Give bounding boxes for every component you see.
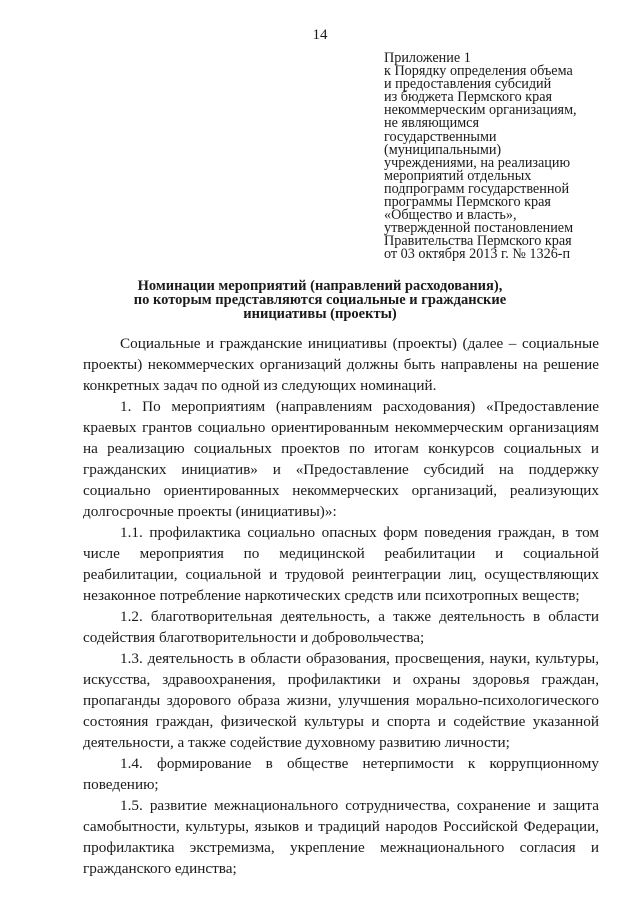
item-1-2-paragraph: 1.2. благотворительная деятельность, а также деятельность в области содействия благотворительности и добровольчества; [83, 608, 599, 646]
appendix-header [384, 52, 614, 262]
appendix-line: государственными [384, 128, 497, 145]
appendix-line: учреждениями, на реализацию [384, 154, 571, 171]
item-1-1-paragraph: 1.1. профилактика социально опасных форм поведения граждан, в том числе мероприятия по медицинской реабилитации и социальной реабилитации, социальной и трудовой реинтеграции лиц, осуществляющих незаконное потребление наркотических средств или психотропных веществ; [83, 524, 599, 604]
appendix-line: (муниципальными) [384, 141, 502, 158]
appendix-line: подпрограмм государственной [384, 180, 570, 197]
document-title [0, 279, 640, 321]
title-line: инициативы (проекты) [243, 306, 397, 322]
appendix-line: к Порядку определения объема [384, 63, 573, 80]
title-line: Номинации мероприятий (направлений расходования), [137, 278, 503, 294]
item-1-3-paragraph: 1.3. деятельность в области образования, просвещения, науки, культуры, искусства, здравоохранения, профилактики и охраны здоровья граждан, пропаганды здорового образа жизни, улучшения морально-психологического состояния граждан, физической культуры и спорта и содействие указанной деятельности, а также содействие духовному развитию личности; [83, 650, 599, 751]
appendix-line: мероприятий отдельных [384, 167, 532, 184]
item-1-4-paragraph: 1.4. формирование в обществе нетерпимости к коррупционному поведению; [83, 755, 599, 793]
section-1-paragraph: 1. По мероприятиям (направлениям расходования) «Предоставление краевых грантов социально ориентированным некоммерческим организациям на реализацию социальных проектов по итогам конкурсов социальных и гражданских инициатив» и «Предоставление субсидий на поддержку социально ориентированных некоммерческих организаций, реализующих долгосрочные проекты (инициативы)»: [83, 398, 599, 520]
appendix-line: «Общество и власть», [384, 207, 517, 224]
appendix-line: и предоставления субсидий [384, 76, 552, 93]
page-number: 14 [312, 27, 328, 43]
intro-paragraph: Социальные и гражданские инициативы (проекты) (далее – социальные проекты) некоммерческих организаций должны быть направлены на решение конкретных задач по одной из следующих номинаций. [83, 335, 599, 394]
appendix-line: из бюджета Пермского края [384, 89, 553, 106]
appendix-line: утвержденной постановлением [384, 220, 574, 237]
appendix-line: некоммерческим организациям, [384, 102, 577, 119]
appendix-line: Правительства Пермского края [384, 233, 572, 250]
appendix-line: от 03 октября 2013 г. № 1326-п [384, 246, 571, 263]
item-1-5-paragraph: 1.5. развитие межнационального сотрудничества, сохранение и защита самобытности, культуры, языков и традиций народов Российской Федерации, профилактика экстремизма, укрепление межнационального согласия и гражданского единства; [83, 797, 599, 877]
title-line: по которым представляются социальные и гражданские [133, 292, 507, 308]
appendix-line: Приложение 1 [384, 50, 471, 66]
appendix-line: не являющимся [384, 115, 479, 132]
appendix-line: программы Пермского края [384, 194, 551, 211]
document-body [83, 333, 599, 879]
